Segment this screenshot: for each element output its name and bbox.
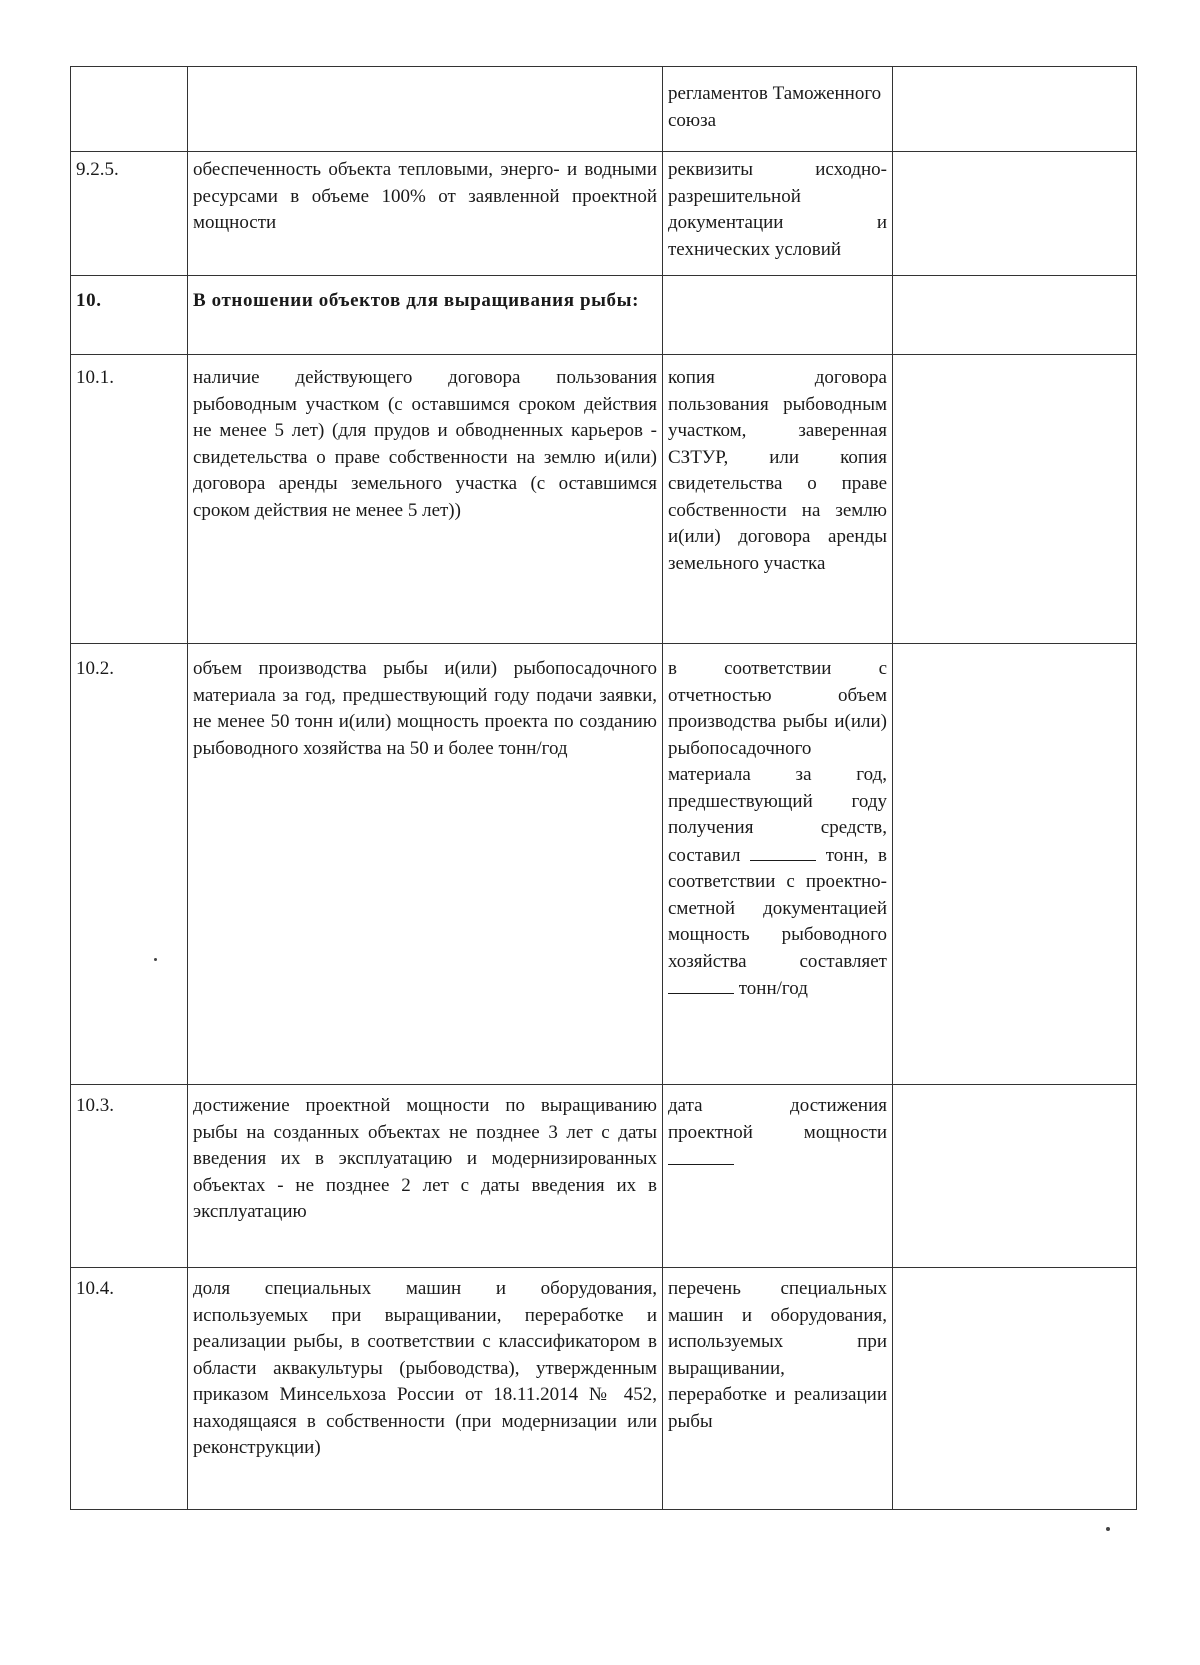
criterion-cell: доля специальных машин и оборудования, используемых при выращивании, переработке и реализации рыбы, в соответствии с классификатором в области аквакультуры (рыбоводства), утвержденным приказом Минсельхоза России от 18.11.2014 № 452, находящаяся в собственности (при модернизации или реконструкции) [188,1268,663,1510]
document-cell: перечень специальных машин и оборудования, используемых при выращивании, переработке и реализации рыбы [663,1268,893,1510]
table-row [71,1268,1137,1510]
section-title: В отношении объектов для выращивания рыбы: [188,276,663,355]
document-cell [663,644,893,1085]
requirements-table [70,66,1137,1510]
document-cell: регламентов Таможенного союза [663,67,893,152]
extra-cell [893,152,1137,276]
document-cell [663,1085,893,1268]
extra-cell [893,276,1137,355]
row-number: 10.2. [71,644,188,1085]
criterion-cell: достижение проектной мощности по выращиванию рыбы на созданных объектах не позднее 3 лет с даты введения их в эксплуатацию и модернизированных объектах - не позднее 2 лет с даты введения их в эксплуатацию [188,1085,663,1268]
fill-in-blank [668,975,734,994]
scan-speck [154,958,157,961]
table-row [71,644,1137,1085]
criterion-cell: наличие действующего договора пользования рыбоводным участком (с оставшимся сроком действия не менее 5 лет) (для прудов и обводненных карьеров - свидетельства о праве собственности на землю и(или) договора аренды земельного участка (с оставшимся сроком действия не менее 5 лет)) [188,355,663,644]
document-cell: реквизиты исходно-разрешительной документации и технических условий [663,152,893,276]
extra-cell [893,1085,1137,1268]
row-number: 10.3. [71,1085,188,1268]
table-row [71,152,1137,276]
document-text-part: тонн, в соответствии с проектно-сметной документацией мощность рыбоводного хозяйства составляет [668,844,888,972]
fill-in-blank [750,842,816,861]
extra-cell [893,67,1137,152]
section-number: 10. [71,276,188,355]
document-cell: копия договора пользования рыбоводным участком, заверенная СЗТУР, или копия свидетельства о праве собственности на землю и(или) договора аренды земельного участка [663,355,893,644]
document-text-part: тонн/год [738,978,808,999]
row-number [71,67,188,152]
criterion-cell: обеспеченность объекта тепловыми, энерго- и водными ресурсами в объеме 100% от заявленной проектной мощности [188,152,663,276]
fill-in-blank [668,1146,734,1165]
document-page [70,66,1136,1510]
extra-cell [893,355,1137,644]
criterion-cell [188,67,663,152]
scan-speck [1106,1527,1110,1531]
table-row [71,1085,1137,1268]
criterion-cell: объем производства рыбы и(или) рыбопосадочного материала за год, предшествующий году подачи заявки, не менее 50 тонн и(или) мощность проекта по созданию рыбоводного хозяйства на 50 и более тонн/год [188,644,663,1085]
row-number: 9.2.5. [71,152,188,276]
document-text-part: дата достижения проектной мощности [668,1095,887,1143]
row-number: 10.4. [71,1268,188,1510]
document-cell [663,276,893,355]
extra-cell [893,1268,1137,1510]
row-number: 10.1. [71,355,188,644]
table-row [71,355,1137,644]
document-text-part: в соответствии с отчетностью объем производства рыбы и(или) рыбопосадочного материала за год, предшествующий году получения средств, составил [668,658,887,866]
extra-cell [893,644,1137,1085]
table-row [71,67,1137,152]
section-heading-row [71,276,1137,355]
